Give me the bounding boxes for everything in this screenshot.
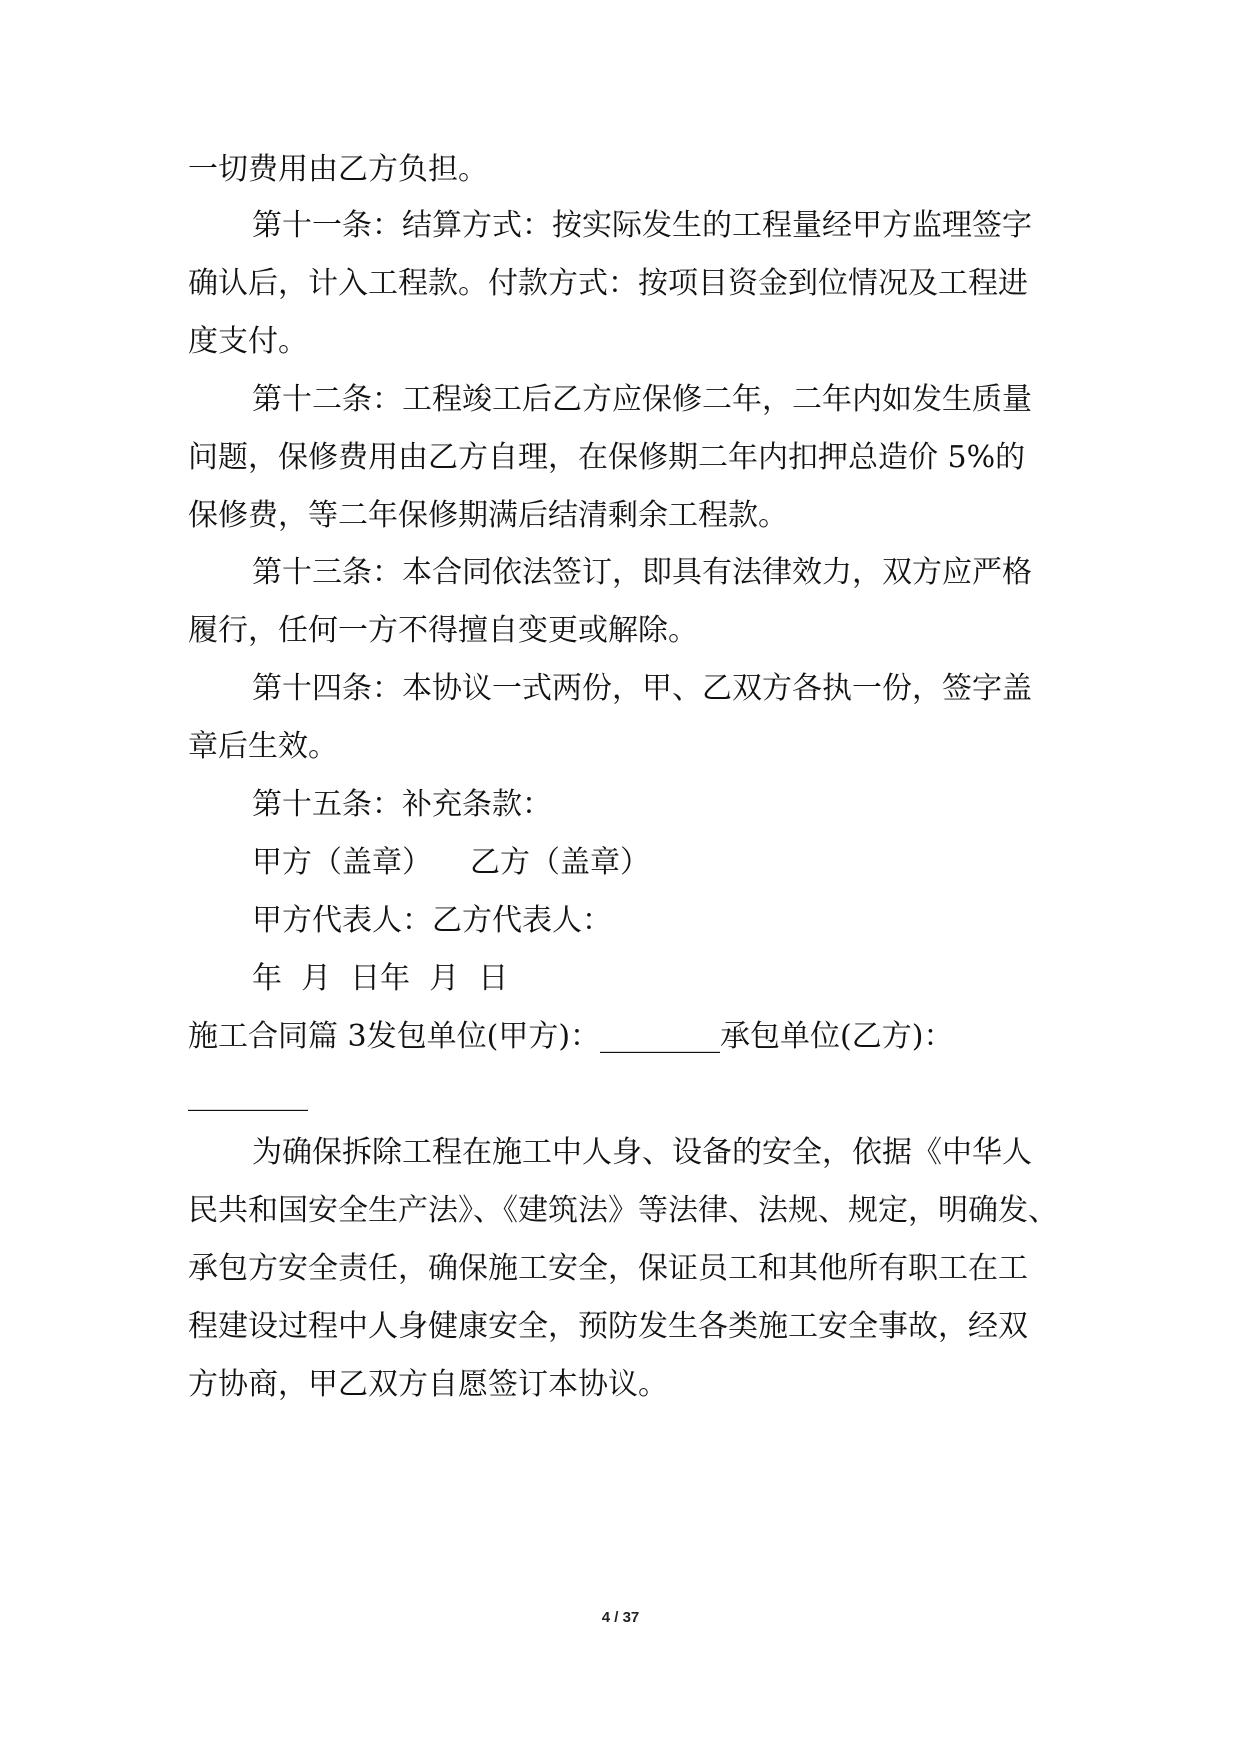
seal-row: [252, 843, 1122, 883]
blank-line: ________: [188, 1077, 308, 1112]
paragraph-line-2: 民共和国安全生产法》、《建筑法》等法律、法规、规定，明确发、: [188, 1193, 1058, 1228]
article-11-line-1: 第十一条：结算方式：按实际发生的工程量经甲方监理签字: [252, 208, 1032, 243]
party-b-seal: 乙方（盖章）: [470, 845, 650, 880]
representative-line: 甲方代表人：乙方代表人：: [252, 903, 612, 938]
parties-line: 发包单位(甲方)：________承包单位(乙方)：: [366, 1019, 954, 1054]
section-header-row: [188, 1017, 954, 1057]
article-13-line-1: 第十三条：本合同依法签订，即具有法律效力，双方应严格: [252, 555, 1032, 590]
paragraph-line-5: 方协商，甲乙双方自愿签订本协议。: [188, 1367, 668, 1402]
paragraph-line-4: 程建设过程中人身健康安全，预防发生各类施工安全事故，经双: [188, 1309, 1028, 1344]
page-number: 4 / 37: [601, 1609, 640, 1626]
article-15-line: 第十五条：补充条款：: [252, 787, 552, 822]
article-11-line-2: 确认后，计入工程款。付款方式：按项目资金到位情况及工程进: [188, 266, 1028, 301]
article-12-line-2: 问题，保修费用由乙方自理，在保修期二年内扣押总造价 5%的: [188, 440, 1026, 475]
article-13-line-2: 履行，任何一方不得擅自变更或解除。: [188, 613, 698, 648]
party-a-seal: 甲方（盖章）: [252, 845, 432, 880]
text-line: 一切费用由乙方负担。: [188, 152, 488, 187]
paragraph-line-3: 承包方安全责任，确保施工安全，保证员工和其他所有职工在工: [188, 1251, 1028, 1286]
article-12-line-1: 第十二条：工程竣工后乙方应保修二年，二年内如发生质量: [252, 382, 1032, 417]
article-14-line-1: 第十四条：本协议一式两份，甲、乙双方各执一份，签字盖: [252, 671, 1032, 706]
article-11-line-3: 度支付。: [188, 324, 308, 359]
article-14-line-2: 章后生效。: [188, 729, 338, 764]
section-title: 施工合同篇 3: [188, 1019, 367, 1054]
paragraph-line-1: 为确保拆除工程在施工中人身、设备的安全，依据《中华人: [252, 1135, 1032, 1170]
date-line: 年 月 日年 月 日: [252, 961, 509, 996]
article-12-line-3: 保修费，等二年保修期满后结清剩余工程款。: [188, 498, 788, 533]
